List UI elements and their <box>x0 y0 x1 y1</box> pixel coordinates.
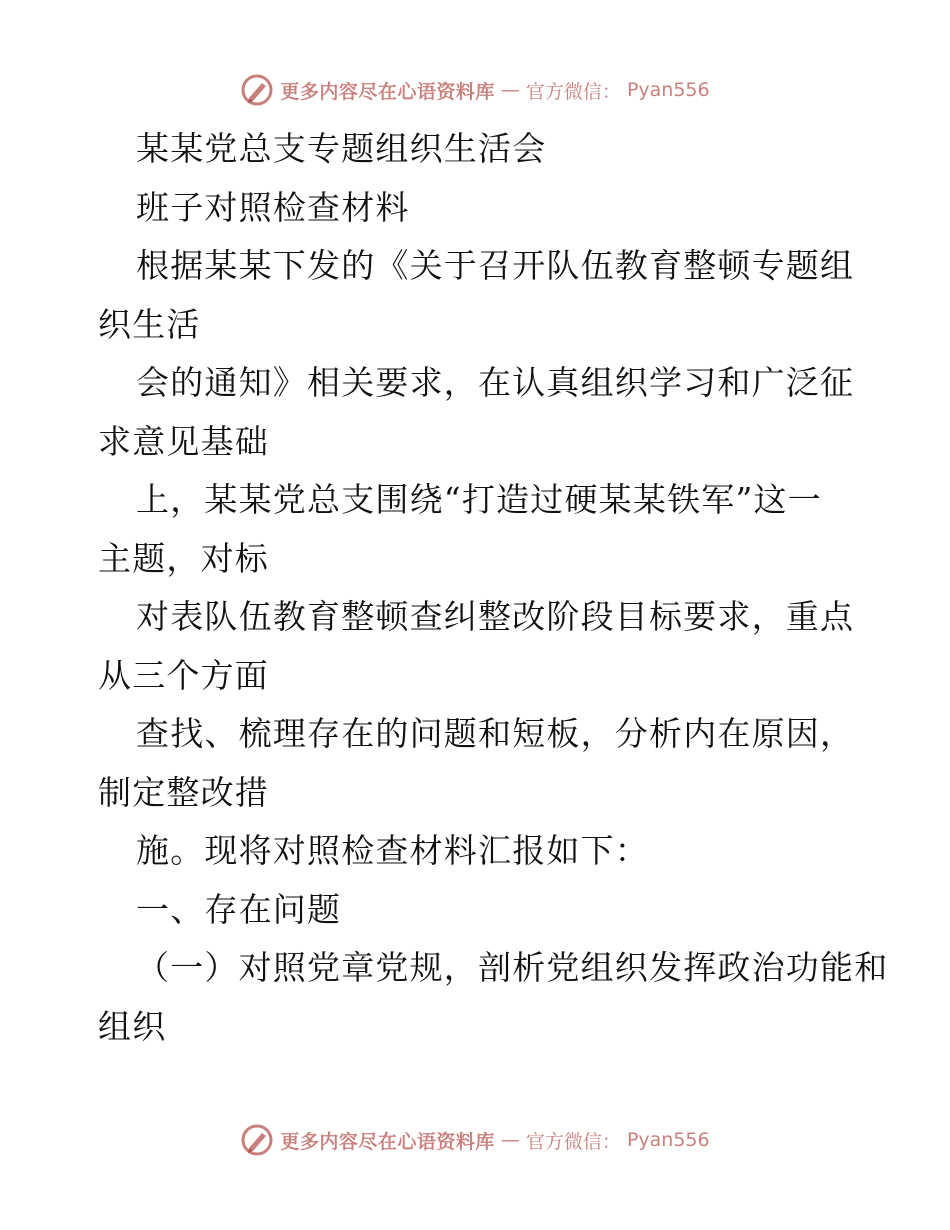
footer-watermark <box>0 1120 950 1160</box>
document-body <box>98 120 889 1056</box>
document-line: 制定整改措 <box>98 772 269 812</box>
document-line: 主题，对标 <box>98 538 269 578</box>
watermark-site-text: 更多内容尽在心语资料库 <box>280 1130 495 1153</box>
document-line: 织生活 <box>98 304 201 344</box>
watermark-separator: — <box>500 1129 520 1151</box>
watermark-separator: — <box>500 79 520 101</box>
header-watermark <box>0 70 950 110</box>
document-line: 查找、梳理存在的问题和短板，分析内在原因， <box>136 714 855 753</box>
watermark-wechat-label: 官方微信： <box>525 1130 621 1153</box>
document-line: 根据某某下发的《关于召开队伍教育整顿专题组 <box>136 246 855 285</box>
document-line: 某某党总支专题组织生活会 <box>136 129 547 168</box>
pen-logo-icon <box>240 73 274 107</box>
watermark-wechat-id: Pyan556 <box>626 1129 710 1151</box>
document-line: 施。现将对照检查材料汇报如下： <box>136 831 649 870</box>
document-line: 对表队伍教育整顿查纠整改阶段目标要求，重点 <box>136 597 855 636</box>
watermark-wechat-label: 官方微信： <box>525 80 621 103</box>
document-line: （一）对照党章党规，剖析党组织发挥政治功能和 <box>136 948 889 987</box>
watermark-site-text: 更多内容尽在心语资料库 <box>280 80 495 103</box>
document-line: 上，某某党总支围绕“打造过硬某某铁军”这一 <box>136 480 822 519</box>
pen-logo-icon <box>240 1123 274 1157</box>
document-line: 组织 <box>98 1006 167 1046</box>
document-line: 求意见基础 <box>98 421 269 461</box>
watermark-wechat-id: Pyan556 <box>626 79 710 101</box>
document-line: 一、存在问题 <box>136 889 342 929</box>
document-line: 从三个方面 <box>98 655 269 695</box>
document-line: 班子对照检查材料 <box>136 187 410 227</box>
document-line: 会的通知》相关要求，在认真组织学习和广泛征 <box>136 363 855 402</box>
